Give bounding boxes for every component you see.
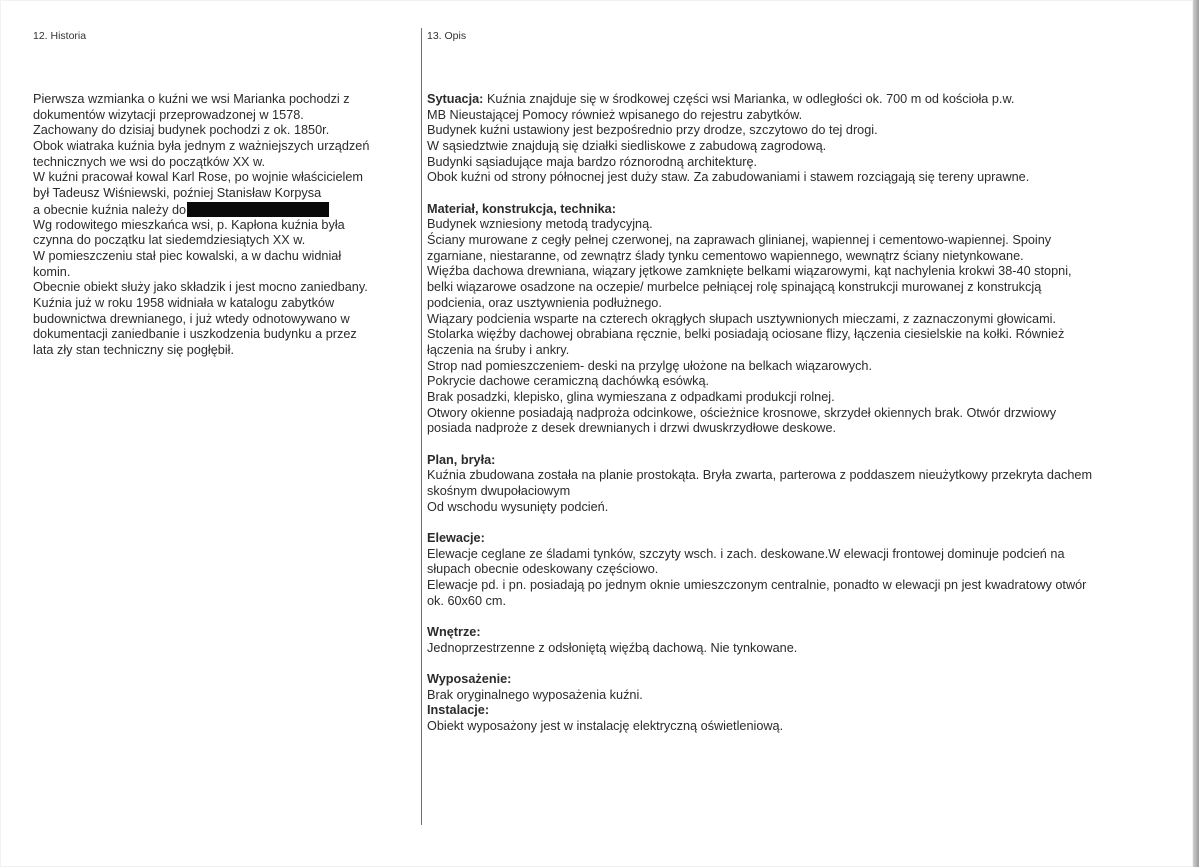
- sytuacja-line: Budynek kuźni ustawiony jest bezpośrednio przy drodze, szczytowo do tej drogi.: [427, 123, 878, 138]
- instalacje-heading: Instalacje:: [427, 703, 490, 718]
- column-divider: [421, 28, 422, 825]
- plan-heading: Plan, bryła:: [427, 452, 496, 467]
- historia-line: Kuźnia już w roku 1958 widniała w katalogu zabytków: [33, 295, 335, 310]
- elewacje-line: ok. 60x60 cm.: [427, 593, 506, 608]
- material-line: Strop nad pomieszczeniem- deski na przylgę ułożone na belkach wiązarowych.: [427, 358, 872, 373]
- material-line: Budynek wzniesiony metodą tradycyjną.: [427, 217, 653, 232]
- elewacje-heading: Elewacje:: [427, 530, 485, 545]
- redaction-bar: [187, 202, 329, 217]
- historia-line: W kuźni pracował kowal Karl Rose, po wojnie właścicielem: [33, 170, 363, 185]
- historia-owner-text: a obecnie kuźnia należy do: [33, 202, 187, 217]
- section-elewacje: [427, 531, 1167, 609]
- historia-line: czynna do początku lat siedemdziesiątych XX w.: [33, 233, 306, 248]
- sytuacja-first-text: Kuźnia znajduje się w środkowej części wsi Marianka, w odległości ok. 700 m od kościoła p.w.: [483, 92, 1015, 106]
- historia-line: Wg rodowitego mieszkańca wsi, p. Kapłona kuźnia była: [33, 217, 345, 232]
- section-material: [427, 202, 1167, 437]
- section-plan: [427, 453, 1167, 516]
- material-line: Ściany murowane z cegły pełnej czerwonej, na zaprawach glinianej, wapiennej i cementowo-wapiennej. Spoiny: [427, 233, 1052, 248]
- elewacje-line: Elewacje ceglane ze śladami tynków, szczyty wsch. i zach. deskowane.W elewacji frontowej dominuje podcień na: [427, 546, 1065, 561]
- material-line: łączenia na śruby i ankry.: [427, 342, 570, 357]
- material-heading: Materiał, konstrukcja, technika:: [427, 201, 616, 216]
- wyposazenie-heading: Wyposażenie:: [427, 671, 512, 686]
- historia-line: był Tadeusz Wiśniewski, poźniej Stanisław Korpysa: [33, 186, 322, 201]
- sytuacja-first-line: [427, 92, 1167, 108]
- historia-line: budownictwa drewnianego, i już wtedy odnotowywano w: [33, 311, 350, 326]
- historia-line: dokumentów wizytacji przeprowadzonej w 1578.: [33, 107, 304, 122]
- material-line: Stolarka więźby dachowej obrabiana ręcznie, belki posiadają ociosane flizy, łączenia ciesielskie na kołki. Również: [427, 327, 1065, 342]
- historia-line: lata zły stan techniczny się pogłębił.: [33, 343, 234, 357]
- opis-text: [427, 92, 1167, 735]
- section-wnetrze: [427, 625, 1167, 656]
- plan-line: skośnym dwupołaciowym: [427, 484, 571, 498]
- historia-line: dokumentacji zaniedbanie i uszkodzenia budynku a przez: [33, 327, 357, 342]
- historia-line: komin.: [33, 264, 71, 279]
- historia-line: technicznych we wsi do początków XX w.: [33, 154, 266, 169]
- plan-line: Kuźnia zbudowana została na planie prostokąta. Bryła zwarta, parterowa z poddaszem nieużytkowy przekryta dachem: [427, 468, 1093, 483]
- sytuacja-line: Obok kuźni od strony północnej jest duży staw. Za zabudowaniami i stawem rozciągają się tereny uprawne.: [427, 170, 1030, 185]
- historia-line: Zachowany do dzisiaj budynek pochodzi z ok. 1850r.: [33, 123, 330, 138]
- material-line: Brak posadzki, klepisko, glina wymieszana z odpadkami produkcji rolnej.: [427, 389, 835, 404]
- sytuacja-line: W sąsiedztwie znajdują się działki siedliskowe z zabudową zagrodową.: [427, 139, 827, 154]
- historia-line-owner: [33, 202, 418, 218]
- material-line: belki wiązarowe osadzone na oczepie/ murbelce pełniącej rolę spinającą konstrukcji murowanej z konstrukcją: [427, 280, 1042, 295]
- instalacje-line: Obiekt wyposażony jest w instalację elektryczną oświetleniową.: [427, 719, 784, 734]
- material-line: posiada nadproże z desek drewnianych i drzwi dwuskrzydłowe deskowe.: [427, 421, 837, 436]
- section-sytuacja: [427, 92, 1167, 186]
- elewacje-line: Elewacje pd. i pn. posiadają po jednym oknie umieszczonym centralnie, ponadto w elewacji pn jest kwadratowy otwór: [427, 578, 1087, 593]
- wnetrze-heading: Wnętrze:: [427, 625, 481, 639]
- historia-line: Obok wiatraka kuźnia była jednym z ważniejszych urządzeń: [33, 139, 370, 154]
- sytuacja-heading: Sytuacja:: [427, 92, 484, 106]
- elewacje-line: słupach obecnie odeskowany częściowo.: [427, 562, 659, 577]
- material-line: Otwory okienne posiadają nadproża odcinkowe, ościeżnice krosnowe, skrzydeł okiennych brak. Otwór drzwiowy: [427, 405, 1057, 420]
- historia-text: [33, 92, 418, 359]
- historia-line: W pomieszczeniu stał piec kowalski, a w dachu widniał: [33, 248, 342, 263]
- section-header-opis: 13. Opis: [427, 30, 467, 42]
- wyposazenie-line: Brak oryginalnego wyposażenia kuźni.: [427, 687, 643, 702]
- section-wyposazenie: [427, 672, 1167, 703]
- historia-line: Pierwsza wzmianka o kuźni we wsi Marianka pochodzi z: [33, 92, 350, 106]
- historia-line: Obecnie obiekt służy jako składzik i jest mocno zaniedbany.: [33, 280, 368, 295]
- material-line: podcienia, oraz usztywnienia podłużnego.: [427, 295, 662, 310]
- page-edge-shadow: [1193, 0, 1199, 867]
- section-header-historia: 12. Historia: [33, 30, 87, 42]
- plan-line: Od wschodu wysunięty podcień.: [427, 499, 609, 514]
- material-line: Wiązary podcienia wsparte na czterech okrągłych słupach usztywnionych mieczami, z zaznaczonymi głowicami.: [427, 311, 1056, 326]
- material-line: Więźba dachowa drewniana, wiązary jętkowe zamknięte belkami wiązarowymi, kąt nachylenia krokwi 38-40 stopni,: [427, 264, 1072, 279]
- material-line: zgarniane, niestaranne, od zewnątrz ślady tynku cementowo wapiennego, wewnątrz ściany nietynkowane.: [427, 248, 1024, 263]
- material-line: Pokrycie dachowe ceramiczną dachówką esówką.: [427, 374, 710, 389]
- sytuacja-line: MB Nieustającej Pomocy również wpisanego do rejestru zabytków.: [427, 107, 803, 122]
- section-instalacje: [427, 703, 1167, 734]
- sytuacja-line: Budynki sąsiadujące maja bardzo róznorodną architekturę.: [427, 154, 758, 169]
- wnetrze-line: Jednoprzestrzenne z odsłoniętą więźbą dachową. Nie tynkowane.: [427, 640, 798, 655]
